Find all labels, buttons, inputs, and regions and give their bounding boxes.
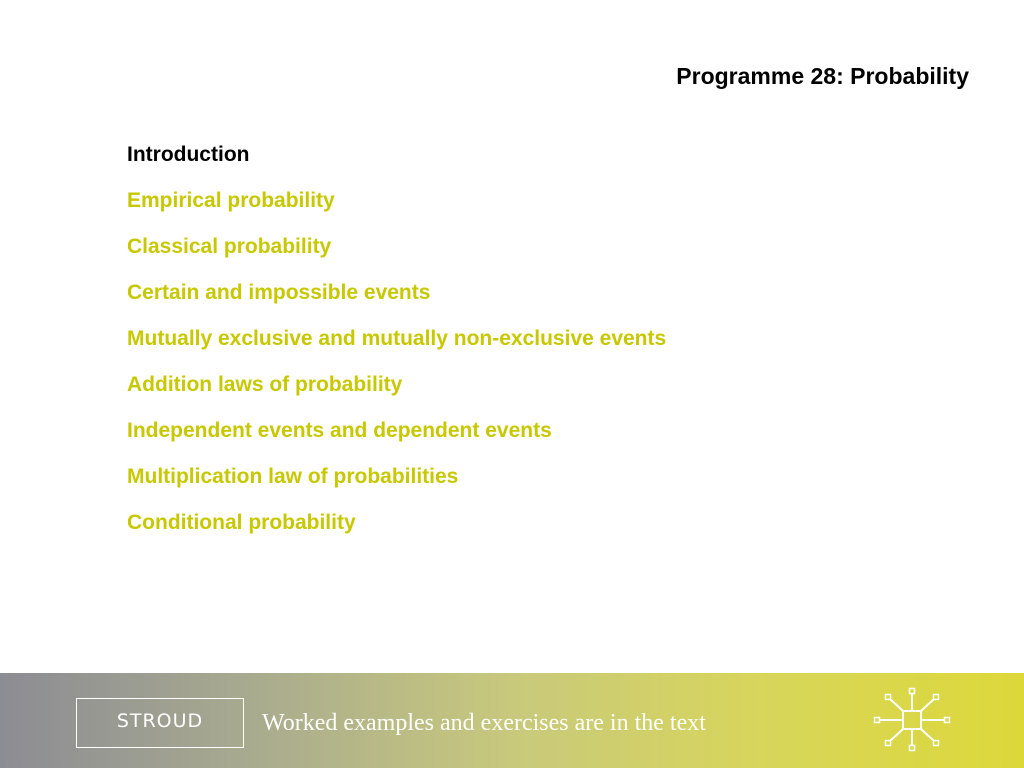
- topic-item-certain-impossible-events[interactable]: Certain and impossible events: [127, 281, 431, 304]
- circuit-node-icon: [872, 687, 952, 753]
- topic-item-classical-probability[interactable]: Classical probability: [127, 235, 332, 258]
- topic-item-addition-laws[interactable]: Addition laws of probability: [127, 373, 403, 396]
- topic-item-introduction[interactable]: Introduction: [127, 143, 250, 166]
- footer-bar: [0, 673, 1024, 768]
- slide-title: Programme 28: Probability: [676, 63, 969, 89]
- topic-item-multiplication-law[interactable]: Multiplication law of probabilities: [127, 465, 459, 488]
- footer-note: Worked examples and exercises are in the text: [262, 710, 706, 736]
- topic-item-conditional-probability[interactable]: Conditional probability: [127, 511, 356, 534]
- topic-item-independent-dependent-events[interactable]: Independent events and dependent events: [127, 419, 552, 442]
- topic-item-empirical-probability[interactable]: Empirical probability: [127, 189, 335, 212]
- stroud-logo: STROUD: [76, 698, 244, 748]
- topic-item-mutually-exclusive-events[interactable]: Mutually exclusive and mutually non-exclusive events: [127, 327, 667, 350]
- topic-list: [127, 140, 666, 554]
